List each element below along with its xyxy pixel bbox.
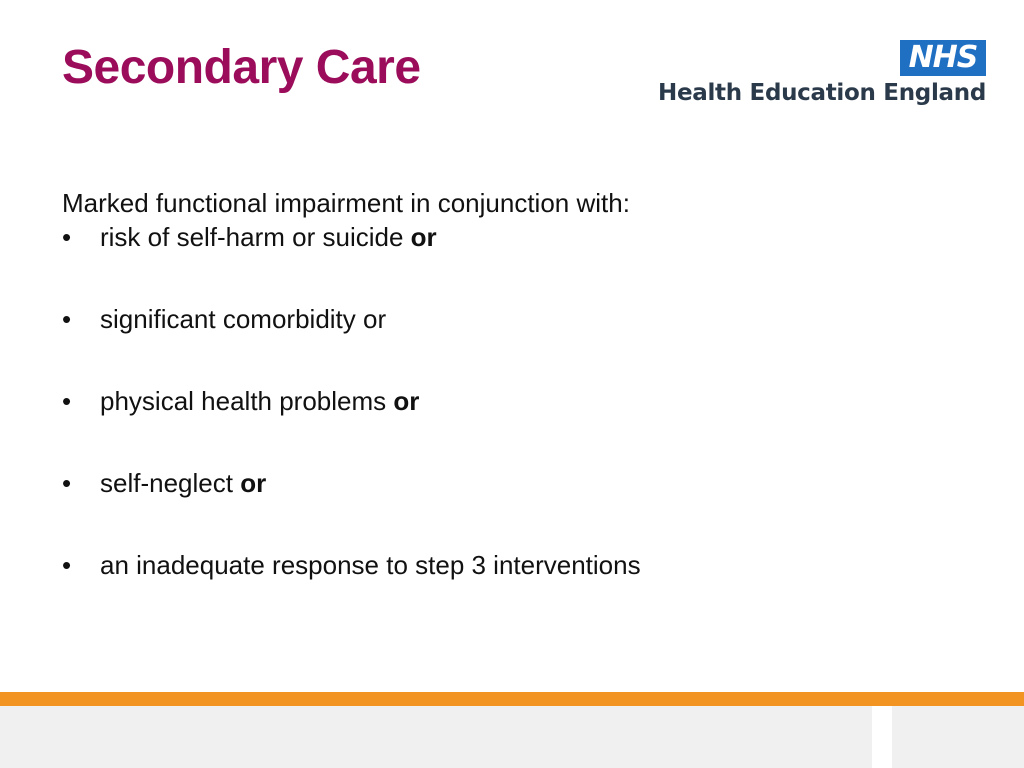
bullet-icon: • <box>62 304 72 334</box>
footer-grey-panel <box>0 706 1024 768</box>
bullet-text: risk of self-harm or suicide <box>100 222 404 252</box>
footer-band <box>0 692 1024 768</box>
bullet-text: an inadequate response to step 3 interventions <box>100 550 641 580</box>
intro-text: Marked functional impairment in conjunction with: <box>62 188 630 218</box>
bullet-icon: • <box>62 550 72 580</box>
bullet-icon: • <box>62 222 72 252</box>
slide-content <box>62 186 962 582</box>
nhs-logo-box: NHS <box>900 40 986 76</box>
bullet-item <box>62 384 962 418</box>
footer-divider <box>872 706 892 768</box>
bullet-icon: • <box>62 468 72 498</box>
bullet-list <box>62 220 962 582</box>
bullet-text: self-neglect <box>100 468 233 498</box>
bullet-connector: or <box>410 222 437 252</box>
bullet-text: significant comorbidity or <box>100 304 387 334</box>
bullet-connector: or <box>240 468 267 498</box>
bullet-item <box>62 466 962 500</box>
bullet-item <box>62 220 962 254</box>
bullet-connector: or <box>393 386 420 416</box>
slide-title: Secondary Care <box>62 41 421 94</box>
bullet-item <box>62 548 962 582</box>
hee-logo <box>636 40 988 112</box>
bullet-icon: • <box>62 386 72 416</box>
org-name: Health Education England <box>658 80 986 106</box>
bullet-item <box>62 302 962 336</box>
bullet-text: physical health problems <box>100 386 387 416</box>
